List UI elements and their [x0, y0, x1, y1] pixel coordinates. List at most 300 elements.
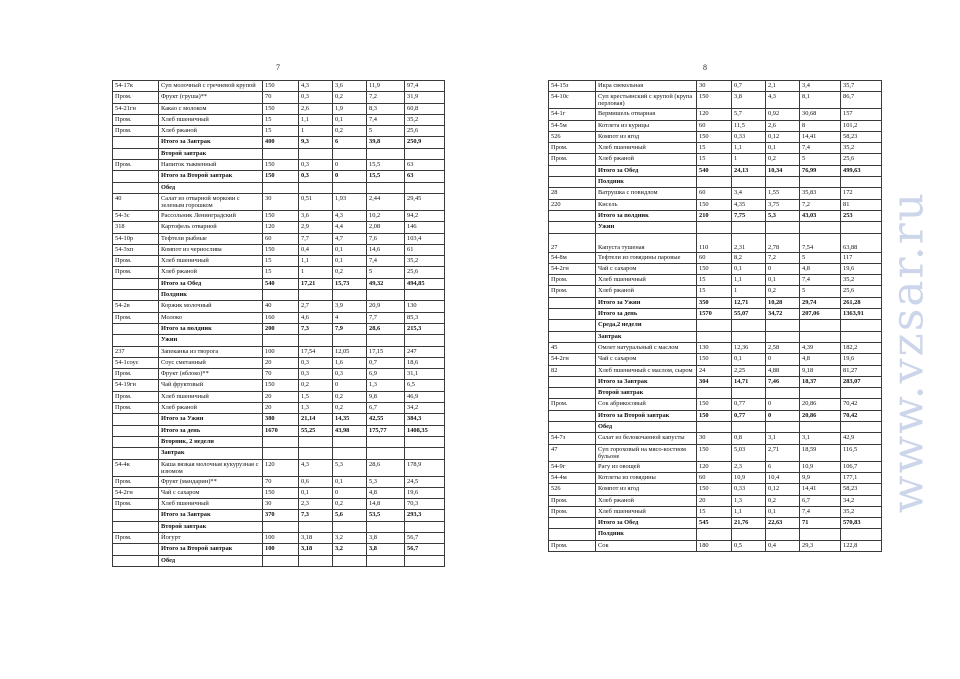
recipe-code-cell: Пром. — [113, 312, 159, 323]
carbs-cell: 7,54 — [800, 233, 841, 252]
fat-cell: 1,93 — [333, 193, 367, 210]
protein-cell: 1,1 — [732, 143, 766, 154]
carbs-cell: 3,1 — [800, 433, 841, 444]
empty-cell — [263, 335, 299, 346]
empty-cell — [732, 422, 766, 433]
carbs-cell: 29,74 — [800, 297, 841, 308]
energy-cell: 85,3 — [405, 312, 445, 323]
portion-mass-cell: 150 — [697, 444, 732, 461]
empty-cell — [367, 290, 405, 301]
dish-row — [113, 487, 445, 498]
recipe-code-cell — [113, 278, 159, 289]
section-header-row — [549, 320, 882, 331]
dish-name-cell: Хлеб пшеничный — [596, 143, 697, 154]
empty-cell — [113, 148, 159, 159]
carbs-cell: 14,41 — [800, 484, 841, 495]
section-title: Полдник — [159, 290, 263, 301]
empty-cell — [333, 148, 367, 159]
protein-cell: 4,35 — [732, 199, 766, 210]
dish-name-cell: Компот из чернослива — [159, 244, 263, 255]
recipe-code-cell: 54-1г — [549, 109, 596, 120]
dish-name-cell: Чай с сахаром — [596, 263, 697, 274]
total-row — [113, 425, 445, 436]
empty-cell — [549, 529, 596, 540]
empty-cell — [766, 222, 800, 233]
energy-cell: 42,9 — [841, 433, 882, 444]
empty-cell — [299, 521, 333, 532]
dish-name-cell: Соус сметанный — [159, 357, 263, 368]
portion-mass-cell: 60 — [697, 188, 732, 199]
dish-name-cell: Чай фруктовый — [159, 380, 263, 391]
fat-cell: 4,4 — [333, 222, 367, 233]
dish-name-cell: Итого за Завтрак — [159, 510, 263, 521]
carbs-cell: 207,06 — [800, 309, 841, 320]
carbs-cell: 7,4 — [800, 275, 841, 286]
dish-row — [113, 222, 445, 233]
protein-cell: 0,7 — [732, 81, 766, 92]
protein-cell: 0,2 — [299, 380, 333, 391]
portion-mass-cell: 120 — [263, 459, 299, 476]
portion-mass-cell: 120 — [697, 461, 732, 472]
energy-cell: 25,6 — [405, 126, 445, 137]
dish-row — [549, 495, 882, 506]
empty-cell — [697, 222, 732, 233]
protein-cell: 0,1 — [299, 487, 333, 498]
recipe-code-cell: 54-5м — [549, 120, 596, 131]
empty-cell — [841, 422, 882, 433]
protein-cell: 1 — [299, 126, 333, 137]
dish-row — [549, 540, 882, 551]
energy-cell: 35,2 — [841, 506, 882, 517]
energy-cell: 70,42 — [841, 410, 882, 421]
energy-cell: 61 — [405, 244, 445, 255]
fat-cell: 2,78 — [766, 233, 800, 252]
protein-cell: 7,3 — [299, 510, 333, 521]
fat-cell: 0 — [766, 410, 800, 421]
dish-name-cell: Итого за Ужин — [159, 414, 263, 425]
dish-name-cell: Чай с сахаром — [159, 487, 263, 498]
carbs-cell: 15,5 — [367, 160, 405, 171]
fat-cell: 0,1 — [766, 275, 800, 286]
protein-cell: 24,13 — [732, 165, 766, 176]
dish-row — [113, 403, 445, 414]
recipe-code-cell: 54-21гн — [113, 103, 159, 114]
fat-cell: 10,34 — [766, 165, 800, 176]
section-title: Второй завтрак — [159, 148, 263, 159]
protein-cell: 0,8 — [732, 433, 766, 444]
empty-cell — [367, 521, 405, 532]
fat-cell: 43,98 — [333, 425, 367, 436]
portion-mass-cell: 120 — [263, 222, 299, 233]
fat-cell: 0 — [333, 171, 367, 182]
dish-name-cell: Итого за полдник — [596, 210, 697, 221]
carbs-cell: 18,59 — [800, 444, 841, 461]
portion-mass-cell: 180 — [697, 540, 732, 551]
empty-cell — [113, 436, 159, 447]
recipe-code-cell: Пром. — [113, 499, 159, 510]
dish-name-cell: Кисель — [596, 199, 697, 210]
protein-cell: 14,71 — [732, 376, 766, 387]
dish-name-cell: Салат из отварной моркови с зеленым горошком — [159, 193, 263, 210]
empty-cell — [697, 388, 732, 399]
portion-mass-cell: 120 — [697, 109, 732, 120]
dish-row — [549, 342, 882, 353]
energy-cell: 570,83 — [841, 518, 882, 529]
empty-cell — [697, 177, 732, 188]
dish-name-cell: Итого за Второй завтрак — [159, 544, 263, 555]
carbs-cell: 14,8 — [367, 499, 405, 510]
recipe-code-cell — [113, 137, 159, 148]
recipe-code-cell: 54-2гн — [549, 354, 596, 365]
carbs-cell: 15,5 — [367, 171, 405, 182]
protein-cell: 1,1 — [732, 275, 766, 286]
energy-cell: 70,42 — [841, 399, 882, 410]
empty-cell — [405, 148, 445, 159]
section-title: Обед — [159, 182, 263, 193]
portion-mass-cell: 150 — [263, 380, 299, 391]
empty-cell — [299, 148, 333, 159]
portion-mass-cell: 150 — [697, 354, 732, 365]
dish-name-cell: Итого за Обед — [159, 278, 263, 289]
energy-cell: 35,2 — [405, 114, 445, 125]
recipe-code-cell: 54-2гн — [549, 263, 596, 274]
carbs-cell: 9,18 — [800, 365, 841, 376]
carbs-cell: 7,7 — [367, 312, 405, 323]
carbs-cell: 7,2 — [367, 92, 405, 103]
section-header-row — [113, 521, 445, 532]
energy-cell: 56,7 — [405, 532, 445, 543]
empty-cell — [697, 529, 732, 540]
menu-table-right — [548, 80, 882, 552]
dish-name-cell: Итого за Второй завтрак — [596, 410, 697, 421]
recipe-code-cell: 54-3хп — [113, 244, 159, 255]
portion-mass-cell: 150 — [697, 410, 732, 421]
empty-cell — [367, 182, 405, 193]
empty-cell — [766, 422, 800, 433]
portion-mass-cell: 150 — [263, 171, 299, 182]
energy-cell: 34,2 — [405, 403, 445, 414]
protein-cell: 1,1 — [299, 114, 333, 125]
carbs-cell: 4,8 — [367, 487, 405, 498]
section-header-row — [113, 448, 445, 459]
recipe-code-cell: Пром. — [113, 256, 159, 267]
fat-cell: 0,2 — [766, 286, 800, 297]
dish-row — [113, 244, 445, 255]
empty-cell — [299, 448, 333, 459]
dish-name-cell: Напиток тыквенный — [159, 160, 263, 171]
fat-cell: 0,2 — [333, 403, 367, 414]
energy-cell: 384,3 — [405, 414, 445, 425]
carbs-cell: 20,86 — [800, 399, 841, 410]
recipe-code-cell: Пром. — [113, 403, 159, 414]
recipe-code-cell: 54-4м — [549, 472, 596, 483]
fat-cell: 0,3 — [333, 369, 367, 380]
portion-mass-cell: 304 — [697, 376, 732, 387]
recipe-code-cell: 40 — [113, 193, 159, 210]
fat-cell: 4,3 — [333, 210, 367, 221]
portion-mass-cell: 30 — [697, 433, 732, 444]
protein-cell: 17,21 — [299, 278, 333, 289]
fat-cell: 22,63 — [766, 518, 800, 529]
portion-mass-cell: 150 — [263, 487, 299, 498]
fat-cell: 5,6 — [333, 510, 367, 521]
protein-cell: 2,6 — [299, 103, 333, 114]
fat-cell: 0,2 — [766, 495, 800, 506]
portion-mass-cell: 540 — [263, 278, 299, 289]
dish-name-cell: Йогурт — [159, 532, 263, 543]
dish-name-cell: Вермишель отварная — [596, 109, 697, 120]
protein-cell: 2,3 — [299, 499, 333, 510]
portion-mass-cell: 15 — [697, 275, 732, 286]
dish-row — [113, 459, 445, 476]
dish-row — [113, 476, 445, 487]
dish-name-cell: Хлеб ржаной — [596, 495, 697, 506]
recipe-code-cell: Пром. — [549, 540, 596, 551]
portion-mass-cell: 15 — [697, 154, 732, 165]
page-number-right: 8 — [703, 63, 707, 72]
protein-cell: 12,71 — [732, 297, 766, 308]
portion-mass-cell: 40 — [263, 301, 299, 312]
dish-name-cell: Запеканка из творога — [159, 346, 263, 357]
section-title: Завтрак — [596, 331, 697, 342]
recipe-code-cell: Пром. — [113, 369, 159, 380]
dish-row — [549, 154, 882, 165]
recipe-code-cell: Пром. — [113, 92, 159, 103]
fat-cell: 14,35 — [333, 414, 367, 425]
empty-cell — [841, 388, 882, 399]
dish-name-cell: Хлеб пшеничный — [159, 256, 263, 267]
fat-cell: 0 — [333, 160, 367, 171]
carbs-cell: 175,77 — [367, 425, 405, 436]
recipe-code-cell: 526 — [549, 131, 596, 142]
protein-cell: 0,1 — [732, 354, 766, 365]
empty-cell — [113, 335, 159, 346]
empty-cell — [549, 222, 596, 233]
recipe-code-cell — [113, 323, 159, 334]
dish-row — [549, 120, 882, 131]
portion-mass-cell: 20 — [263, 391, 299, 402]
portion-mass-cell: 70 — [263, 369, 299, 380]
dish-name-cell: Фрукт (мандарин)** — [159, 476, 263, 487]
fat-cell: 0,1 — [766, 506, 800, 517]
protein-cell: 12,36 — [732, 342, 766, 353]
protein-cell: 3,18 — [299, 532, 333, 543]
portion-mass-cell: 60 — [697, 120, 732, 131]
recipe-code-cell: Пром. — [549, 275, 596, 286]
dish-name-cell: Омлет натуральный с маслом — [596, 342, 697, 353]
portion-mass-cell: 70 — [263, 476, 299, 487]
carbs-cell: 3,8 — [367, 544, 405, 555]
carbs-cell: 5 — [800, 154, 841, 165]
portion-mass-cell: 20 — [697, 495, 732, 506]
energy-cell: 56,7 — [405, 544, 445, 555]
energy-cell: 46,9 — [405, 391, 445, 402]
section-header-row — [113, 148, 445, 159]
dish-row — [113, 210, 445, 221]
energy-cell: 58,23 — [841, 131, 882, 142]
portion-mass-cell: 150 — [263, 81, 299, 92]
dish-row — [113, 160, 445, 171]
portion-mass-cell: 100 — [263, 532, 299, 543]
section-header-row — [113, 290, 445, 301]
energy-cell: 60,8 — [405, 103, 445, 114]
protein-cell: 4,3 — [299, 81, 333, 92]
empty-cell — [333, 555, 367, 566]
energy-cell: 146 — [405, 222, 445, 233]
dish-row — [113, 357, 445, 368]
carbs-cell: 53,5 — [367, 510, 405, 521]
recipe-code-cell: 54-10р — [113, 233, 159, 244]
empty-cell — [113, 555, 159, 566]
carbs-cell: 6,9 — [367, 369, 405, 380]
recipe-code-cell — [113, 510, 159, 521]
carbs-cell: 2,08 — [367, 222, 405, 233]
energy-cell: 247 — [405, 346, 445, 357]
protein-cell: 1 — [299, 267, 333, 278]
energy-cell: 250,9 — [405, 137, 445, 148]
carbs-cell: 11,9 — [367, 81, 405, 92]
empty-cell — [732, 222, 766, 233]
fat-cell: 3,2 — [333, 544, 367, 555]
empty-cell — [841, 529, 882, 540]
recipe-code-cell: Пром. — [549, 286, 596, 297]
section-title: Полдник — [596, 177, 697, 188]
carbs-cell: 42,55 — [367, 414, 405, 425]
empty-cell — [549, 177, 596, 188]
dish-row — [113, 92, 445, 103]
carbs-cell: 17,15 — [367, 346, 405, 357]
empty-cell — [841, 320, 882, 331]
protein-cell: 1 — [732, 286, 766, 297]
portion-mass-cell: 15 — [263, 126, 299, 137]
portion-mass-cell: 350 — [697, 297, 732, 308]
dish-name-cell: Компот из ягод — [596, 131, 697, 142]
energy-cell: 25,6 — [841, 286, 882, 297]
portion-mass-cell: 60 — [697, 252, 732, 263]
energy-cell: 215,3 — [405, 323, 445, 334]
total-row — [113, 171, 445, 182]
fat-cell: 0,1 — [333, 476, 367, 487]
empty-cell — [113, 182, 159, 193]
energy-cell: 81 — [841, 199, 882, 210]
fat-cell: 4 — [333, 312, 367, 323]
recipe-code-cell — [549, 309, 596, 320]
energy-cell: 19,6 — [405, 487, 445, 498]
portion-mass-cell: 150 — [263, 210, 299, 221]
fat-cell: 7,9 — [333, 323, 367, 334]
section-header-row — [549, 331, 882, 342]
portion-mass-cell: 160 — [263, 312, 299, 323]
recipe-code-cell — [549, 376, 596, 387]
carbs-cell: 9,8 — [367, 391, 405, 402]
protein-cell: 2,3 — [732, 461, 766, 472]
protein-cell: 0,1 — [732, 263, 766, 274]
energy-cell: 117 — [841, 252, 882, 263]
dish-row — [113, 369, 445, 380]
empty-cell — [333, 182, 367, 193]
dish-row — [549, 188, 882, 199]
recipe-code-cell: Пром. — [113, 267, 159, 278]
protein-cell: 1,3 — [732, 495, 766, 506]
carbs-cell: 5 — [800, 252, 841, 263]
energy-cell: 63 — [405, 160, 445, 171]
watermark-text: www.vzsar.ru — [882, 190, 934, 514]
protein-cell: 55,25 — [299, 425, 333, 436]
energy-cell: 253 — [841, 210, 882, 221]
recipe-code-cell: 54-9г — [549, 461, 596, 472]
protein-cell: 4,3 — [299, 459, 333, 476]
section-title: Обед — [159, 555, 263, 566]
dish-name-cell: Хлеб пшеничный — [596, 506, 697, 517]
dish-name-cell: Молоко — [159, 312, 263, 323]
empty-cell — [263, 436, 299, 447]
empty-cell — [549, 320, 596, 331]
fat-cell: 34,72 — [766, 309, 800, 320]
energy-cell: 25,6 — [405, 267, 445, 278]
empty-cell — [766, 388, 800, 399]
fat-cell: 5,3 — [333, 459, 367, 476]
recipe-code-cell: 220 — [549, 199, 596, 210]
fat-cell: 0,1 — [333, 114, 367, 125]
dish-name-cell: Итого за Обед — [596, 165, 697, 176]
dish-name-cell: Итого за Второй завтрак — [159, 171, 263, 182]
dish-row — [113, 267, 445, 278]
empty-cell — [732, 388, 766, 399]
carbs-cell: 6,7 — [800, 495, 841, 506]
dish-row — [549, 444, 882, 461]
fat-cell: 3,1 — [766, 433, 800, 444]
protein-cell: 1,3 — [299, 403, 333, 414]
protein-cell: 0,4 — [299, 244, 333, 255]
empty-cell — [697, 422, 732, 433]
dish-name-cell: Компот из ягод — [596, 484, 697, 495]
carbs-cell: 14,41 — [800, 131, 841, 142]
empty-cell — [800, 529, 841, 540]
dish-row — [113, 193, 445, 210]
carbs-cell: 20,86 — [800, 410, 841, 421]
energy-cell: 29,45 — [405, 193, 445, 210]
portion-mass-cell: 1670 — [263, 425, 299, 436]
recipe-code-cell: 47 — [549, 444, 596, 461]
fat-cell: 4,3 — [766, 92, 800, 109]
energy-cell: 157 — [841, 109, 882, 120]
carbs-cell: 43,03 — [800, 210, 841, 221]
fat-cell: 0,2 — [333, 92, 367, 103]
empty-cell — [113, 448, 159, 459]
energy-cell: 86,7 — [841, 92, 882, 109]
recipe-code-cell — [113, 544, 159, 555]
empty-cell — [800, 331, 841, 342]
portion-mass-cell: 20 — [263, 403, 299, 414]
energy-cell: 63,88 — [841, 233, 882, 252]
dish-name-cell: Каша вязкая молочная кукурузная с изюмом — [159, 459, 263, 476]
carbs-cell: 18,37 — [800, 376, 841, 387]
fat-cell: 12,05 — [333, 346, 367, 357]
empty-cell — [263, 182, 299, 193]
portion-mass-cell: 100 — [263, 346, 299, 357]
dish-row — [549, 286, 882, 297]
fat-cell: 0 — [333, 380, 367, 391]
dish-row — [549, 252, 882, 263]
energy-cell: 35,2 — [405, 256, 445, 267]
dish-name-cell: Сок абрикосовый — [596, 399, 697, 410]
energy-cell: 81,27 — [841, 365, 882, 376]
portion-mass-cell: 30 — [697, 81, 732, 92]
fat-cell: 0,12 — [766, 131, 800, 142]
total-row — [549, 518, 882, 529]
protein-cell: 5,7 — [732, 109, 766, 120]
fat-cell: 0 — [766, 263, 800, 274]
